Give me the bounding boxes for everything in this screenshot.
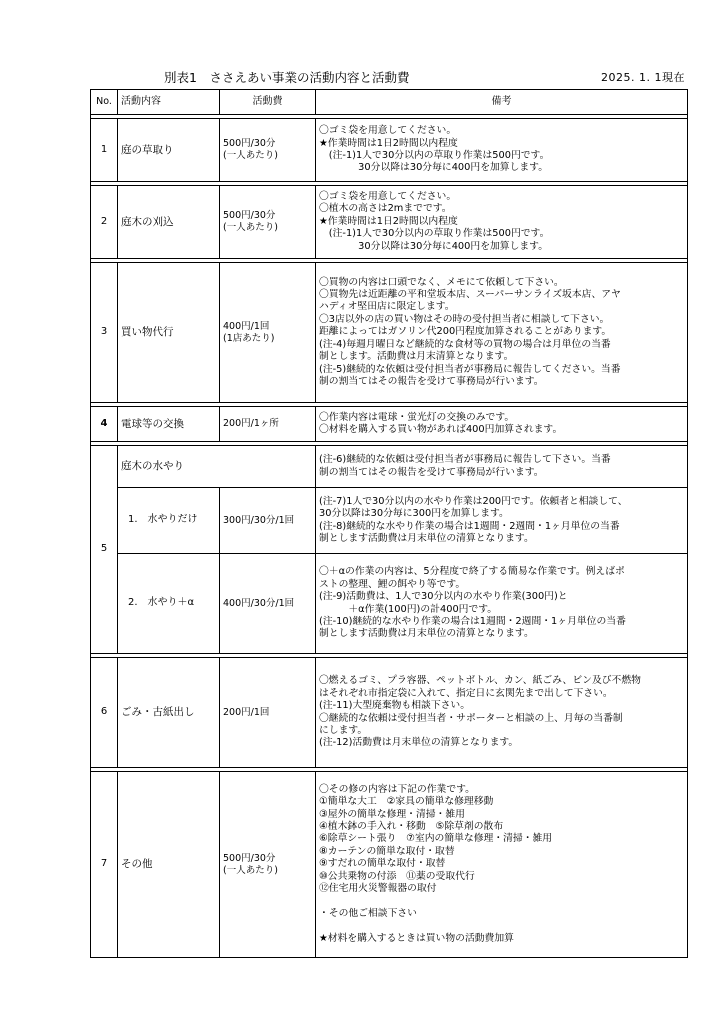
notes-cell [316, 658, 688, 768]
note-line: ⑫住宅用火災警報器の取付 [319, 883, 437, 895]
note-line: (注-1)1人で30分以内の草取り作業は500円です。 [319, 150, 550, 161]
note-line: ⑥除草シート張り ⑦室内の簡単な修理・清掃・雑用 [319, 833, 553, 845]
note-line: 〇ゴミ袋を用意してください。 [319, 190, 457, 202]
row-number: 5 [91, 446, 118, 654]
note-line: 制とします活動費は月末単位の清算となります。 [319, 532, 534, 544]
note-line: 〇燃えるゴミ、プラ容器、ペットボトル、カン、紙ごみ、ビン及び不燃物 [319, 675, 641, 687]
fee-cell: 200円/1ヶ所 [220, 407, 316, 442]
activity-cell: 庭木の刈込 [118, 186, 220, 259]
note-line: 〇材料を購入する買い物があれば400円加算されます。 [319, 424, 563, 435]
note-line: (注-6)継続的な依頼は受付担当者が事務局に報告して下さい。当番 [319, 454, 611, 466]
notes-cell [316, 119, 688, 182]
note-line: ⑩公共乗物の付添 ⑪薬の受取代行 [319, 870, 475, 882]
note-line: ⑨すだれの簡単な取付・取替 [319, 858, 446, 870]
note-line: 距離によってはガソリン代200円程度加算されることがあります。 [319, 326, 612, 338]
activity-cell: 電球等の交換 [118, 407, 220, 442]
column-header-notes: 備考 [316, 90, 688, 115]
note-line: (注-9)活動費は、1人で30分以内の水やり作業(300円)と [319, 591, 568, 603]
table-header-row [91, 90, 688, 115]
note-line: 〇ゴミ袋を用意してください。 [319, 125, 457, 137]
notes-cell [316, 772, 688, 958]
table-row [91, 554, 688, 654]
table-row [91, 119, 688, 182]
note-line: 〇買物先は近距離の平和堂坂本店、スーパーサンライズ坂本店、アヤ [319, 289, 621, 301]
activity-cell: 庭の草取り [118, 119, 220, 182]
notes-cell [316, 263, 688, 403]
note-line: (注-11)大型廃棄物も相談下さい。 [319, 700, 471, 712]
note-line: ・その他ご相談下さい [319, 907, 417, 919]
table-row [91, 772, 688, 958]
notes-cell [316, 554, 688, 654]
note-line [319, 896, 684, 908]
activity-cell: 買い物代行 [118, 263, 220, 403]
note-line: 〇植木の高さは2mまでです。 [319, 203, 452, 215]
activity-cell: ごみ・古紙出し [118, 658, 220, 768]
note-line: 〇その修の内容は下記の作業です。 [319, 783, 475, 795]
row-number: 7 [91, 772, 118, 958]
note-line: (注-7)1人で30分以内の水やり作業は200円です。依頼者と相談して、 [319, 495, 628, 507]
note-line: 〇継続的な依頼は受付担当者・サポーターと相談の上、月毎の当番制 [319, 712, 623, 724]
note-line: (注-4)毎週月曜日など継続的な食材等の買物の場合は月単位の当番 [319, 338, 611, 350]
column-header-fee: 活動費 [220, 90, 316, 115]
note-line: ★作業時間は1日2時間以内程度 [319, 137, 458, 149]
sub-activity-cell: 1. 水やりだけ [118, 488, 220, 554]
sub-activity-cell: 2. 水やり＋α [118, 554, 220, 654]
row-number: 4 [91, 407, 118, 442]
row-number: 2 [91, 186, 118, 259]
table-row [91, 186, 688, 259]
note-line: ストの整理、鯉の餌やり等です。 [319, 578, 466, 590]
note-line: 30分以降は30分毎に400円を加算します。 [319, 240, 548, 252]
fee-cell: 200円/1回 [220, 658, 316, 768]
note-line: 制とします活動費は月末単位の清算となります。 [319, 628, 534, 640]
fee-cell: 300円/30分/1回 [220, 488, 316, 554]
notes-cell [316, 407, 688, 442]
note-line: (注-10)継続的な水やり作業の場合は1週間・2週間・1ヶ月単位の当番 [319, 615, 626, 627]
note-line: 制とします。活動費は月末清算となります。 [319, 351, 514, 363]
fee-cell: 500円/30分 (一人あたり) [220, 772, 316, 958]
table-row [91, 263, 688, 403]
note-line: はそれぞれ市指定袋に入れて、指定日に玄関先まで出して下さい。 [319, 687, 613, 699]
row-number: 3 [91, 263, 118, 403]
fee-cell: 500円/30分 (一人あたり) [220, 186, 316, 259]
note-line: 制の割当てはその報告を受けて事務局が行います。 [319, 375, 544, 387]
note-line: ★作業時間は1日2時間以内程度 [319, 215, 458, 227]
fee-cell: 400円/1回 (1店あたり) [220, 263, 316, 403]
table-row [91, 446, 688, 488]
column-header-activity: 活動内容 [118, 90, 220, 115]
note-line: ③屋外の簡単な修理・清掃・雑用 [319, 808, 465, 820]
activity-fee-table [90, 89, 688, 958]
note-line: ④植木鉢の手入れ・移動 ⑤除草剤の散布 [319, 821, 504, 833]
note-line: 30分以降は30分毎に400円を加算します。 [319, 162, 548, 174]
note-line: ①簡単な大工 ②家具の簡単な修理移動 [319, 796, 494, 808]
note-line: にします。 [319, 724, 368, 736]
note-line: 30分以降は30分毎に300円を加算します。 [319, 508, 509, 520]
note-line: ⑧カーテンの簡単な取付・取替 [319, 845, 455, 857]
row-number: 1 [91, 119, 118, 182]
row-number: 6 [91, 658, 118, 768]
note-line: 〇＋αの作業の内容は、5分程度で終了する簡易な作業です。例えばポ [319, 566, 625, 578]
fee-cell: 500円/30分 (一人あたり) [220, 119, 316, 182]
note-line: ★材料を購入するときは買い物の活動費加算 [319, 932, 514, 944]
table-row [91, 658, 688, 768]
table-row [91, 407, 688, 442]
note-line: 制の割当てはその報告を受けて事務局が行います。 [319, 466, 544, 478]
note-line: ハディオ堅田店に限定します。 [319, 301, 455, 313]
note-line: (注-12)活動費は月末単位の清算となります。 [319, 737, 519, 749]
page-header [0, 68, 724, 88]
note-line: 〇買物の内容は口頭でなく、メモにて依頼して下さい。 [319, 276, 564, 288]
notes-cell [316, 186, 688, 259]
page-title: 別表1 ささえあい事業の活動内容と活動費 [164, 70, 410, 85]
table-row [91, 488, 688, 554]
note-line: (注-5)継続的な依頼は受付担当者が事務局に報告してください。当番 [319, 363, 621, 375]
fee-cell: 400円/30分/1回 [220, 554, 316, 654]
notes-cell [316, 488, 688, 554]
effective-date: 2025. 1. 1現在 [601, 71, 685, 84]
activity-cell: 庭木の水やり [118, 446, 316, 488]
note-line: (注-1)1人で30分以内の草取り作業は500円です。 [319, 228, 550, 240]
notes-cell [316, 446, 688, 488]
note-line: (注-8)継続的な水やり作業の場合は1週間・2週間・1ヶ月単位の当番 [319, 520, 620, 532]
note-line [319, 920, 684, 932]
note-line: 〇作業内容は電球・蛍光灯の交換のみです。 [319, 411, 515, 423]
column-header-no: No. [91, 90, 118, 115]
note-line: ＋α作業(100円)の計400円です。 [319, 603, 498, 615]
note-line: 〇3店以外の店の買い物はその時の受付担当者に相談して下さい。 [319, 313, 610, 325]
activity-cell: その他 [118, 772, 220, 958]
